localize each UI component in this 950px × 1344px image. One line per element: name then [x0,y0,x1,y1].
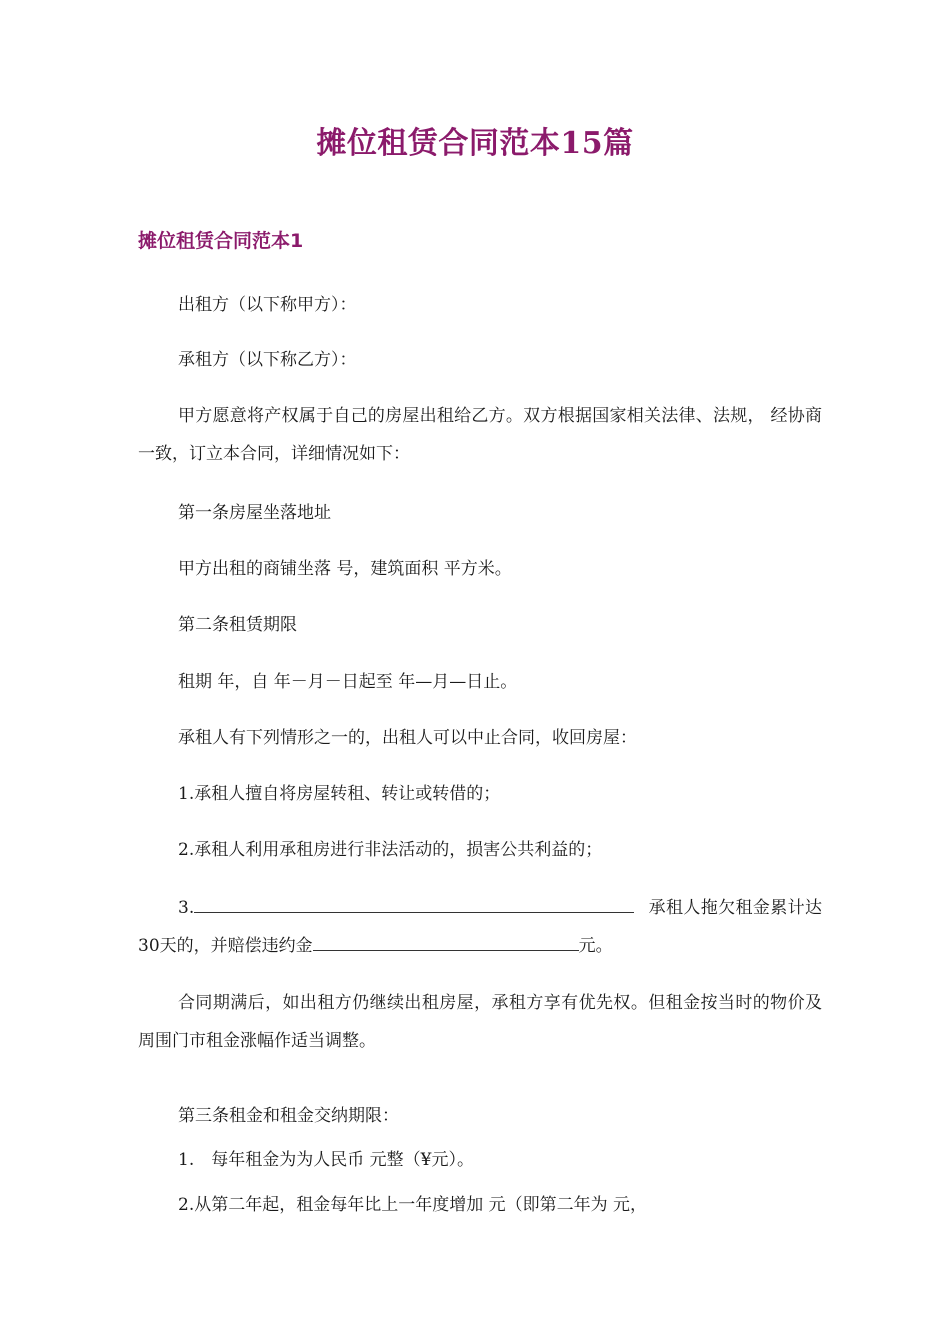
paragraph-article-2-heading: 第二条租赁期限 [178,615,297,635]
paragraph-condition-3 [138,889,822,965]
section-title: 摊位租赁合同范本1 [138,230,304,252]
paragraph-termination-conditions: 承租人有下列情形之一的，出租人可以中止合同，收回房屋： [178,728,637,748]
condition-3-suffix: 元。 [578,936,613,956]
paragraph-lease-term: 租期 年，自 年－月－日起至 年—月—日止。 [178,672,518,692]
paragraph-lessor: 出租方（以下称甲方）： [178,295,357,315]
condition-3-prefix: 3. [178,898,195,918]
paragraph-location: 甲方出租的商铺坐落 号，建筑面积 平方米。 [178,559,512,579]
paragraph-condition-2: 2.承租人利用承租房进行非法活动的，损害公共利益的； [178,840,603,860]
paragraph-lessee: 承租方（以下称乙方）： [178,350,357,370]
paragraph-intro: 甲方愿意将产权属于自己的房屋出租给乙方。双方根据国家相关法律、法规， 经协商一致，订立本合同，详细情况如下： [138,406,822,464]
condition-3-text: 承租人拖欠租金累计达30天的，并赔偿违约金 [138,898,822,956]
paragraph-article-3-heading: 第三条租金和租金交纳期限： [178,1106,399,1126]
paragraph-article-1-heading: 第一条房屋坐落地址 [178,503,331,523]
paragraph-rent-increase: 2.从第二年起，租金每年比上一年度增加 元（即第二年为 元， [178,1195,648,1215]
blank-line [194,894,634,913]
paragraph-condition-1: 1.承租人擅自将房屋转租、转让或转借的； [178,784,501,804]
paragraph-rent-amount: 1. 每年租金为为人民币 元整（¥元）。 [178,1150,474,1170]
document-title: 摊位租赁合同范本15篇 [316,126,634,161]
paragraph-renewal: 合同期满后，如出租方仍继续出租房屋，承租方享有优先权。但租金按当时的物价及周围门市租金涨幅作适当调整。 [138,993,822,1051]
blank-line-penalty [313,932,579,951]
